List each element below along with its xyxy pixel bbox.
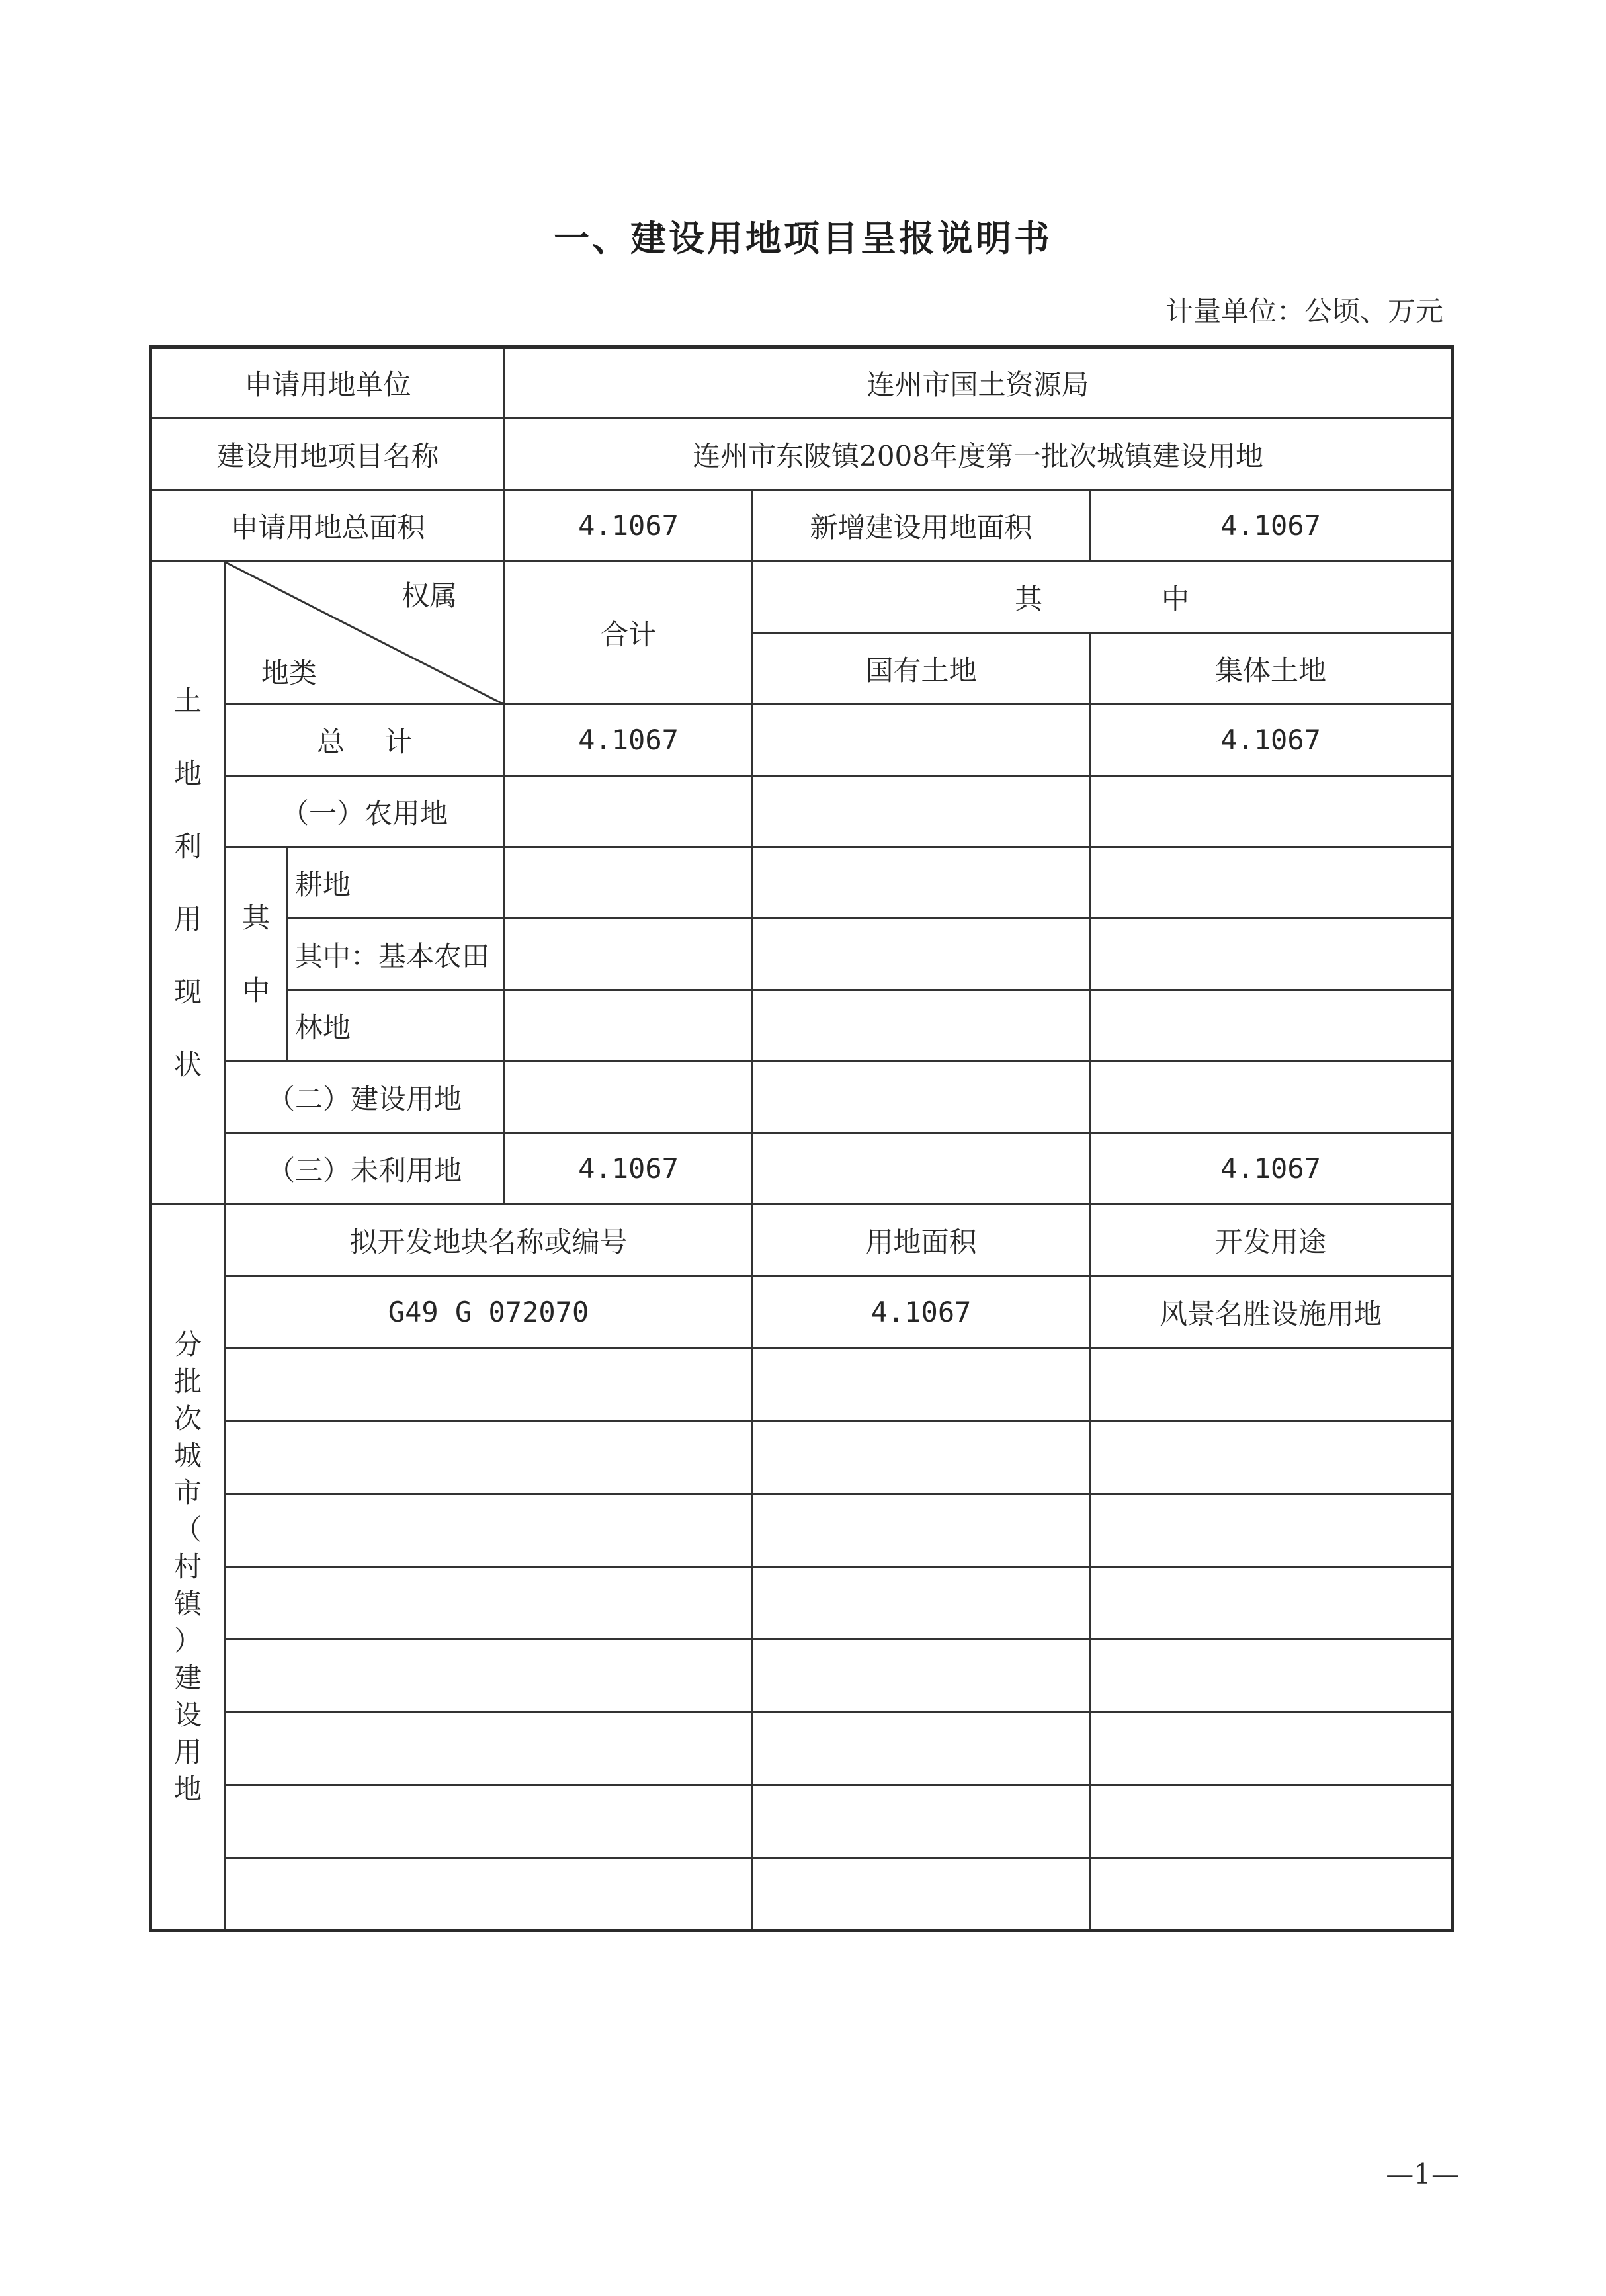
batch-side-text bbox=[152, 1326, 224, 1808]
batch-row bbox=[151, 1567, 1453, 1640]
basic-farmland-label: 其中：基本农田 bbox=[288, 919, 505, 990]
new-area-label: 新增建设用地面积 bbox=[753, 490, 1090, 562]
total-row-collective: 4.1067 bbox=[1090, 704, 1453, 776]
project-name-label: 建设用地项目名称 bbox=[151, 419, 505, 490]
basic-farmland-row bbox=[151, 919, 1453, 990]
vertical-char: 其 bbox=[241, 901, 270, 934]
diagonal-header-cell bbox=[225, 562, 505, 704]
vertical-char: 用 bbox=[173, 902, 202, 935]
project-name-value: 连州市东陂镇2008年度第一批次城镇建设用地 bbox=[505, 419, 1453, 490]
page-number: —1— bbox=[1386, 2158, 1459, 2190]
col-area-header: 用地面积 bbox=[753, 1205, 1090, 1276]
basic-farmland-collective bbox=[1090, 919, 1453, 990]
unused-land-total: 4.1067 bbox=[505, 1133, 753, 1205]
vertical-char: 市 bbox=[173, 1476, 202, 1509]
col-use-header: 开发用途 bbox=[1090, 1205, 1453, 1276]
new-area-value: 4.1067 bbox=[1090, 490, 1453, 562]
project-name-row bbox=[151, 419, 1453, 490]
batch-parcel-cell bbox=[225, 1567, 753, 1640]
vertical-char: 用 bbox=[173, 1736, 202, 1768]
batch-side-label bbox=[151, 1205, 225, 1931]
agri-land-state bbox=[753, 776, 1090, 847]
batch-area-cell bbox=[753, 1567, 1090, 1640]
forest-land-label: 林地 bbox=[288, 990, 505, 1062]
vertical-char: 批 bbox=[173, 1365, 202, 1398]
forest-land-collective bbox=[1090, 990, 1453, 1062]
unused-land-label: （三）未利用地 bbox=[225, 1133, 505, 1205]
vertical-char: 现 bbox=[173, 975, 202, 1008]
col-parcel-header: 拟开发地块名称或编号 bbox=[225, 1205, 753, 1276]
basic-farmland-total bbox=[505, 919, 753, 990]
vertical-char: 地 bbox=[173, 757, 202, 790]
batch-area-cell bbox=[753, 1858, 1090, 1931]
cultivated-land-row bbox=[151, 847, 1453, 919]
batch-use-cell: 风景名胜设施用地 bbox=[1090, 1276, 1453, 1349]
construction-land-row bbox=[151, 1062, 1453, 1133]
applicant-label: 申请用地单位 bbox=[151, 347, 505, 419]
diag-ownership-label: 权属 bbox=[402, 579, 458, 612]
unit-note: 计量单位：公顷、万元 bbox=[1165, 295, 1443, 327]
agri-land-label: （一）农用地 bbox=[225, 776, 505, 847]
applicant-value: 连州市国土资源局 bbox=[505, 347, 1453, 419]
unused-land-collective: 4.1067 bbox=[1090, 1133, 1453, 1205]
batch-parcel-cell bbox=[225, 1494, 753, 1567]
unused-land-row bbox=[151, 1133, 1453, 1205]
vertical-char: 建 bbox=[173, 1662, 202, 1694]
batch-parcel-cell bbox=[225, 1349, 753, 1422]
vertical-char: 镇 bbox=[173, 1588, 202, 1620]
batch-use-cell bbox=[1090, 1858, 1453, 1931]
basic-farmland-state bbox=[753, 919, 1090, 990]
vertical-char: 城 bbox=[173, 1439, 202, 1472]
batch-parcel-cell bbox=[225, 1713, 753, 1785]
batch-use-cell bbox=[1090, 1349, 1453, 1422]
cultivated-land-total bbox=[505, 847, 753, 919]
batch-area-cell bbox=[753, 1640, 1090, 1713]
land-status-side-label bbox=[151, 562, 225, 1205]
vertical-char: 村 bbox=[173, 1551, 202, 1583]
land-status-side-text bbox=[152, 665, 224, 1101]
applicant-row bbox=[151, 347, 1453, 419]
cultivated-land-collective bbox=[1090, 847, 1453, 919]
vertical-char: 设 bbox=[173, 1699, 202, 1731]
total-row-state bbox=[753, 704, 1090, 776]
col-state-land-header: 国有土地 bbox=[753, 633, 1090, 704]
col-among-text: 其中 bbox=[1015, 582, 1309, 615]
construction-land-label: （二）建设用地 bbox=[225, 1062, 505, 1133]
agri-land-row bbox=[151, 776, 1453, 847]
batch-area-cell bbox=[753, 1494, 1090, 1567]
vertical-char: 土 bbox=[173, 684, 202, 717]
vertical-char: 利 bbox=[173, 829, 202, 863]
total-row bbox=[151, 704, 1453, 776]
batch-use-cell bbox=[1090, 1713, 1453, 1785]
vertical-char: 状 bbox=[173, 1048, 202, 1081]
batch-use-cell bbox=[1090, 1567, 1453, 1640]
batch-row bbox=[151, 1858, 1453, 1931]
batch-parcel-cell bbox=[225, 1640, 753, 1713]
agri-land-total bbox=[505, 776, 753, 847]
forest-land-row bbox=[151, 990, 1453, 1062]
batch-row bbox=[151, 1276, 1453, 1349]
vertical-char: 次 bbox=[173, 1402, 202, 1435]
col-collective-land-header: 集体土地 bbox=[1090, 633, 1453, 704]
batch-row bbox=[151, 1494, 1453, 1567]
total-area-label: 申请用地总面积 bbox=[151, 490, 505, 562]
total-row-label bbox=[225, 704, 505, 776]
forest-land-state bbox=[753, 990, 1090, 1062]
batch-row bbox=[151, 1640, 1453, 1713]
col-total-header: 合计 bbox=[505, 562, 753, 704]
batch-parcel-cell bbox=[225, 1422, 753, 1494]
document-title: 一、建设用地项目呈报说明书 bbox=[554, 218, 1052, 259]
batch-area-cell bbox=[753, 1785, 1090, 1858]
unused-land-state bbox=[753, 1133, 1090, 1205]
batch-area-cell: 4.1067 bbox=[753, 1276, 1090, 1349]
batch-area-cell bbox=[753, 1713, 1090, 1785]
vertical-char: ） bbox=[173, 1625, 202, 1657]
vertical-char: （ bbox=[173, 1513, 202, 1546]
batch-row bbox=[151, 1422, 1453, 1494]
construction-land-total bbox=[505, 1062, 753, 1133]
batch-area-cell bbox=[753, 1422, 1090, 1494]
area-row bbox=[151, 490, 1453, 562]
batch-use-cell bbox=[1090, 1422, 1453, 1494]
batch-parcel-cell bbox=[225, 1858, 753, 1931]
diag-landtype-label: 地类 bbox=[261, 657, 317, 689]
vertical-char: 中 bbox=[241, 974, 270, 1007]
agri-land-collective bbox=[1090, 776, 1453, 847]
batch-row bbox=[151, 1349, 1453, 1422]
total-row-label-text: 总计 bbox=[317, 725, 452, 758]
batch-use-cell bbox=[1090, 1494, 1453, 1567]
batch-use-cell bbox=[1090, 1785, 1453, 1858]
total-area-value: 4.1067 bbox=[505, 490, 753, 562]
batch-row bbox=[151, 1785, 1453, 1858]
batch-area-cell bbox=[753, 1349, 1090, 1422]
vertical-char: 分 bbox=[173, 1328, 202, 1361]
batch-parcel-cell: G49 G 072070 bbox=[225, 1276, 753, 1349]
cultivated-land-state bbox=[753, 847, 1090, 919]
among-side-label bbox=[225, 847, 288, 1062]
total-row-total: 4.1067 bbox=[505, 704, 753, 776]
col-among-header bbox=[753, 562, 1453, 633]
cultivated-land-label: 耕地 bbox=[288, 847, 505, 919]
forest-land-total bbox=[505, 990, 753, 1062]
construction-land-state bbox=[753, 1062, 1090, 1133]
vertical-char: 地 bbox=[173, 1773, 202, 1805]
batch-parcel-cell bbox=[225, 1785, 753, 1858]
construction-land-collective bbox=[1090, 1062, 1453, 1133]
batch-row bbox=[151, 1713, 1453, 1785]
among-side-text bbox=[226, 882, 286, 1027]
batch-use-cell bbox=[1090, 1640, 1453, 1713]
status-header-row bbox=[151, 562, 1453, 633]
batch-header-row bbox=[151, 1205, 1453, 1276]
land-use-form-table bbox=[149, 345, 1454, 1932]
